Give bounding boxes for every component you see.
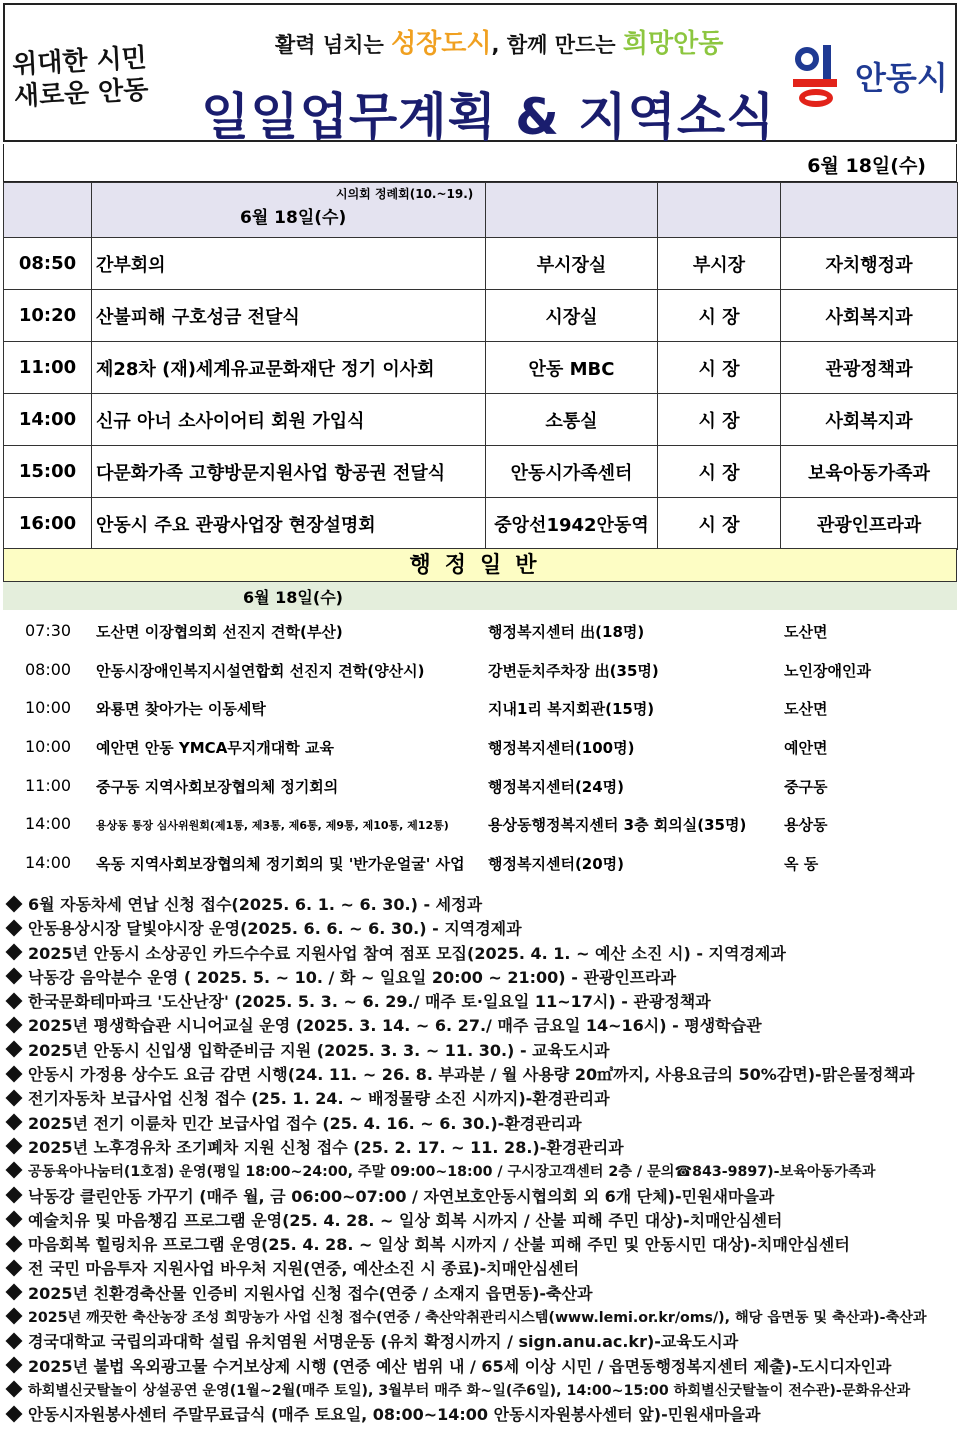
admin-time: 14:00 bbox=[25, 814, 72, 834]
notice-text: 하회별신굿탈놀이 상설공연 운영(1월~2월(매주 토일), 3월부터 매주 화~일(주6일), 14:00~15:00 하회별신굿탈놀이 전수관)-문화유산과 bbox=[28, 1382, 911, 1399]
admin-section-title: 행정일반 bbox=[3, 548, 957, 582]
schedule-dept: 관광정책과 bbox=[781, 342, 958, 394]
admin-place: 행정복지센터(24명) bbox=[488, 777, 625, 796]
slogan-left-line1: 위대한 시민 bbox=[11, 43, 148, 81]
admin-place: 지내1리 복지회관(15명) bbox=[488, 700, 655, 719]
schedule-time: 14:00 bbox=[4, 394, 92, 446]
notice-item bbox=[4, 990, 958, 1014]
admin-row bbox=[3, 803, 957, 842]
schedule-time: 08:50 bbox=[4, 238, 92, 290]
schedule-place: 안동시가족센터 bbox=[486, 446, 658, 498]
admin-date-bar bbox=[3, 582, 957, 610]
schedule-attendee: 부시장 bbox=[658, 238, 781, 290]
schedule-place: 부시장실 bbox=[486, 238, 658, 290]
notice-item bbox=[4, 1233, 958, 1257]
diamond-bullet-icon bbox=[6, 1308, 23, 1325]
schedule-row bbox=[4, 290, 958, 342]
notice-item bbox=[4, 1136, 958, 1160]
admin-row bbox=[3, 649, 957, 688]
slogan-top-mid: , 함께 만드는 bbox=[491, 33, 623, 57]
admin-title: 예안면 안동 YMCA무지개대학 교육 bbox=[96, 739, 334, 758]
admin-title: 와룡면 찾아가는 이동세탁 bbox=[96, 700, 266, 719]
andong-logo bbox=[791, 45, 951, 109]
notice-text: 안동시 가정용 상수도 요금 감면 시행(24. 11. ~ 26. 8. 부과분 / 월 사용량 20㎥까지, 사용요금의 50%감면)-맑은물정책과 bbox=[28, 1065, 915, 1085]
notice-text: 2025년 안동시 소상공인 카드수수료 지원사업 참여 점포 모집(2025. 4. 1. ~ 예산 소진 시) - 지역경제과 bbox=[28, 943, 786, 963]
admin-dept: 도산면 bbox=[784, 623, 828, 641]
admin-title: 중구동 지역사회보장협의체 정기회의 bbox=[96, 777, 339, 796]
schedule-time: 11:00 bbox=[4, 342, 92, 394]
schedule-title: 산불피해 구호성금 전달식 bbox=[92, 290, 486, 342]
schedule-dept: 보육아동가족과 bbox=[781, 446, 958, 498]
admin-dept: 용상동 bbox=[784, 816, 828, 835]
notice-item bbox=[4, 1160, 958, 1184]
diamond-bullet-icon bbox=[6, 1065, 23, 1082]
schedule-place: 소통실 bbox=[486, 394, 658, 446]
diamond-bullet-icon bbox=[6, 1089, 23, 1106]
notice-item bbox=[4, 1209, 958, 1233]
notice-item bbox=[4, 1355, 958, 1379]
notice-item bbox=[4, 1185, 958, 1209]
admin-title: 옥동 지역사회보장협의체 정기회의 및 '반가운얼굴' 사업 bbox=[96, 855, 465, 874]
admin-dept: 도산면 bbox=[784, 700, 828, 719]
council-session-note: 시의회 정례회(10.~19.) bbox=[336, 187, 474, 201]
schedule-title: 제28차 (재)세계유교문화재단 정기 이사회 bbox=[92, 342, 486, 394]
notice-text: 2025년 안동시 신입생 입학준비금 지원 (2025. 3. 3. ~ 11. 30.) - 교육도시과 bbox=[28, 1040, 610, 1060]
schedule-dept: 관광인프라과 bbox=[781, 498, 958, 550]
notice-item bbox=[4, 966, 958, 990]
slogan-top-pre: 활력 넘치는 bbox=[275, 33, 392, 57]
schedule-title: 신규 아너 소사이어티 회원 가입식 bbox=[92, 394, 486, 446]
notice-text: 낙동강 음악분수 운영 ( 2025. 5. ~ 10. / 화 ~ 일요일 20:00 ~ 21:00) - 관광인프라과 bbox=[28, 967, 677, 987]
date-label: 6월 18일(수) bbox=[807, 155, 926, 177]
notice-item bbox=[4, 1112, 958, 1136]
diamond-bullet-icon bbox=[6, 1259, 23, 1276]
notice-item bbox=[4, 917, 958, 941]
schedule-table bbox=[3, 182, 958, 550]
notice-text: 2025년 불법 옥외광고물 수거보상제 시행 (연중 예산 범위 내 / 65세 이상 시민 / 읍면동행정복지센터 제출)-도시디자인과 bbox=[28, 1356, 892, 1376]
admin-title: 도산면 이장협의회 선진지 견학(부산) bbox=[96, 623, 343, 641]
admin-row bbox=[3, 842, 957, 881]
notice-text: 한국문화테마파크 '도산난장' (2025. 5. 3. ~ 6. 29./ 매주 토·일요일 11~17시) - 관광정책과 bbox=[28, 992, 711, 1012]
diamond-bullet-icon bbox=[6, 1211, 23, 1228]
notice-text: 안동용상시장 달빛야시장 운영(2025. 6. 6. ~ 6. 30.) - 지역경제과 bbox=[28, 919, 522, 939]
andong-logo-icon bbox=[791, 45, 849, 107]
notice-item bbox=[4, 1087, 958, 1111]
diamond-bullet-icon bbox=[6, 895, 23, 912]
diamond-bullet-icon bbox=[6, 919, 23, 936]
admin-place: 행정복지센터 出(18명) bbox=[488, 623, 645, 641]
diamond-bullet-icon bbox=[6, 1380, 23, 1397]
notice-item bbox=[4, 893, 958, 917]
schedule-attendee: 시 장 bbox=[658, 290, 781, 342]
notice-item bbox=[4, 1403, 958, 1427]
admin-place: 용상동행정복지센터 3층 회의실(35명) bbox=[488, 816, 747, 835]
notice-text: 경국대학교 국립의과대학 설립 유치염원 서명운동 (유치 확정시까지 / sign.anu.ac.kr)-교육도시과 bbox=[28, 1332, 739, 1352]
diamond-bullet-icon bbox=[6, 1138, 23, 1155]
schedule-place: 중앙선1942안동역 bbox=[486, 498, 658, 550]
notice-item bbox=[4, 1014, 958, 1038]
schedule-time: 15:00 bbox=[4, 446, 92, 498]
notice-text: 낙동강 클린안동 가꾸기 (매주 월, 금 06:00~07:00 / 자연보호안동시협의회 외 6개 단체)-민원새마을과 bbox=[28, 1186, 775, 1206]
diamond-bullet-icon bbox=[6, 944, 23, 961]
admin-title: 용상동 통장 심사위원회(제1통, 제3통, 제6통, 제9통, 제10통, 제12통) bbox=[96, 819, 449, 833]
diamond-bullet-icon bbox=[6, 992, 23, 1009]
diamond-bullet-icon bbox=[6, 1405, 23, 1422]
admin-place: 행정복지센터(100명) bbox=[488, 739, 635, 758]
admin-time: 10:00 bbox=[25, 737, 72, 757]
notice-item bbox=[4, 1282, 958, 1306]
schedule-dept: 사회복지과 bbox=[781, 290, 958, 342]
admin-dept: 중구동 bbox=[784, 777, 828, 796]
notice-item bbox=[4, 942, 958, 966]
admin-dept: 옥 동 bbox=[784, 855, 819, 874]
notice-text: 전기자동차 보급사업 신청 접수 (25. 1. 24. ~ 배정물량 소진 시까지)-환경관리과 bbox=[28, 1089, 610, 1109]
admin-date: 6월 18일(수) bbox=[243, 588, 343, 607]
notice-text: 2025년 깨끗한 축산농장 조성 희망농가 사업 신청 접수(연중 / 축산악취관리시스템(www.lemi.or.kr/oms/), 해당 읍면동 및 축산과)-축산과 bbox=[28, 1310, 927, 1327]
admin-time: 08:00 bbox=[25, 659, 72, 679]
notice-text: 공동육아나눔터(1호점) 운영(평일 18:00~24:00, 주말 09:00~18:00 / 구시장고객센터 2층 / 문의☎843-9897)-보육아동가족과 bbox=[28, 1164, 876, 1181]
admin-time: 10:00 bbox=[25, 698, 72, 718]
diamond-bullet-icon bbox=[6, 1187, 23, 1204]
schedule-row bbox=[4, 394, 958, 446]
notice-item bbox=[4, 1063, 958, 1087]
notice-item bbox=[4, 1257, 958, 1281]
admin-time: 11:00 bbox=[25, 775, 72, 795]
schedule-time: 10:20 bbox=[4, 290, 92, 342]
diamond-bullet-icon bbox=[6, 1162, 23, 1179]
slogan-top bbox=[275, 23, 723, 60]
admin-row bbox=[3, 765, 957, 804]
notice-text: 2025년 친환경축산물 인증비 지원사업 신청 접수(연중 / 소재지 읍면동)-축산과 bbox=[28, 1283, 593, 1303]
diamond-bullet-icon bbox=[6, 1284, 23, 1301]
admin-time: 14:00 bbox=[25, 853, 72, 873]
schedule-dept: 사회복지과 bbox=[781, 394, 958, 446]
schedule-row bbox=[4, 342, 958, 394]
admin-list bbox=[3, 610, 957, 881]
schedule-attendee: 시 장 bbox=[658, 446, 781, 498]
admin-row bbox=[3, 726, 957, 765]
schedule-row bbox=[4, 446, 958, 498]
diamond-bullet-icon bbox=[6, 1114, 23, 1131]
diamond-bullet-icon bbox=[6, 1357, 23, 1374]
slogan-left-line2: 새로운 안동 bbox=[13, 75, 150, 113]
admin-place: 강변둔치주차장 出(35명) bbox=[488, 661, 659, 680]
diamond-bullet-icon bbox=[6, 1235, 23, 1252]
schedule-attendee: 시 장 bbox=[658, 342, 781, 394]
admin-dept: 예안면 bbox=[784, 739, 828, 758]
schedule-attendee: 시 장 bbox=[658, 394, 781, 446]
notice-text: 마음회복 힐링치유 프로그램 운영(25. 4. 28. ~ 일상 회복 시까지 / 산불 피해 주민 및 안동시민 대상)-치매안심센터 bbox=[28, 1235, 850, 1255]
diamond-bullet-icon bbox=[6, 1041, 23, 1058]
logo-text: 안동시 bbox=[855, 59, 948, 97]
schedule-place: 시장실 bbox=[486, 290, 658, 342]
notice-item bbox=[4, 1039, 958, 1063]
notice-item bbox=[4, 1330, 958, 1354]
schedule-time: 16:00 bbox=[4, 498, 92, 550]
notice-text: 6월 자동차세 연납 신청 접수(2025. 6. 1. ~ 6. 30.) - 세정과 bbox=[28, 895, 483, 914]
schedule-attendee: 시 장 bbox=[658, 498, 781, 550]
page-header bbox=[3, 3, 957, 146]
diamond-bullet-icon bbox=[6, 968, 23, 985]
schedule-title: 간부회의 bbox=[92, 238, 486, 290]
schedule-title: 안동시 주요 관광사업장 현장설명회 bbox=[92, 498, 486, 550]
page-title: 일일업무계획 & 지역소식 bbox=[201, 88, 776, 146]
notice-text: 2025년 평생학습관 시니어교실 운영 (2025. 3. 14. ~ 6. 27./ 매주 금요일 14~16시) - 평생학습관 bbox=[28, 1016, 762, 1036]
admin-place: 행정복지센터(20명) bbox=[488, 855, 625, 874]
slogan-left bbox=[11, 41, 174, 113]
schedule-row bbox=[4, 238, 958, 290]
notice-text: 안동시자원봉사센터 주말무료급식 (매주 토요일, 08:00~14:00 안동시자원봉사센터 앞)-민원새마을과 bbox=[28, 1405, 761, 1425]
diamond-bullet-icon bbox=[6, 1016, 23, 1033]
schedule-header-date: 6월 18일(수) bbox=[240, 208, 347, 228]
notice-item bbox=[4, 1379, 958, 1403]
schedule-header-row bbox=[4, 183, 958, 238]
notice-list bbox=[4, 893, 958, 1428]
admin-dept: 노인장애인과 bbox=[784, 661, 871, 680]
notice-text: 2025년 전기 이륜차 민간 보급사업 접수 (25. 4. 16. ~ 6. 30.)-환경관리과 bbox=[28, 1113, 582, 1133]
diamond-bullet-icon bbox=[6, 1332, 23, 1349]
slogan-top-highlight-1: 성장도시 bbox=[391, 29, 492, 59]
slogan-top-highlight-2: 희망안동 bbox=[622, 29, 724, 59]
schedule-place: 안동 MBC bbox=[486, 342, 658, 394]
date-bar bbox=[3, 144, 957, 182]
notice-text: 예술치유 및 마음챙김 프로그램 운영(25. 4. 28. ~ 일상 회복 시까지 / 산불 피해 주민 대상)-치매안심센터 bbox=[28, 1210, 783, 1230]
admin-row bbox=[3, 687, 957, 726]
notice-text: 전 국민 마음투자 지원사업 바우처 지원(연중, 예산소진 시 종료)-치매안심센터 bbox=[28, 1259, 580, 1279]
schedule-title: 다문화가족 고향방문지원사업 항공권 전달식 bbox=[92, 446, 486, 498]
notice-text: 2025년 노후경유차 조기폐차 지원 신청 접수 (25. 2. 17. ~ 11. 28.)-환경관리과 bbox=[28, 1137, 624, 1157]
admin-row bbox=[3, 610, 957, 649]
admin-title: 안동시장애인복지시설연합회 선진지 견학(양산시) bbox=[96, 661, 425, 680]
schedule-row bbox=[4, 498, 958, 550]
notice-item bbox=[4, 1306, 958, 1330]
admin-time: 07:30 bbox=[25, 621, 72, 640]
schedule-dept: 자치행정과 bbox=[781, 238, 958, 290]
